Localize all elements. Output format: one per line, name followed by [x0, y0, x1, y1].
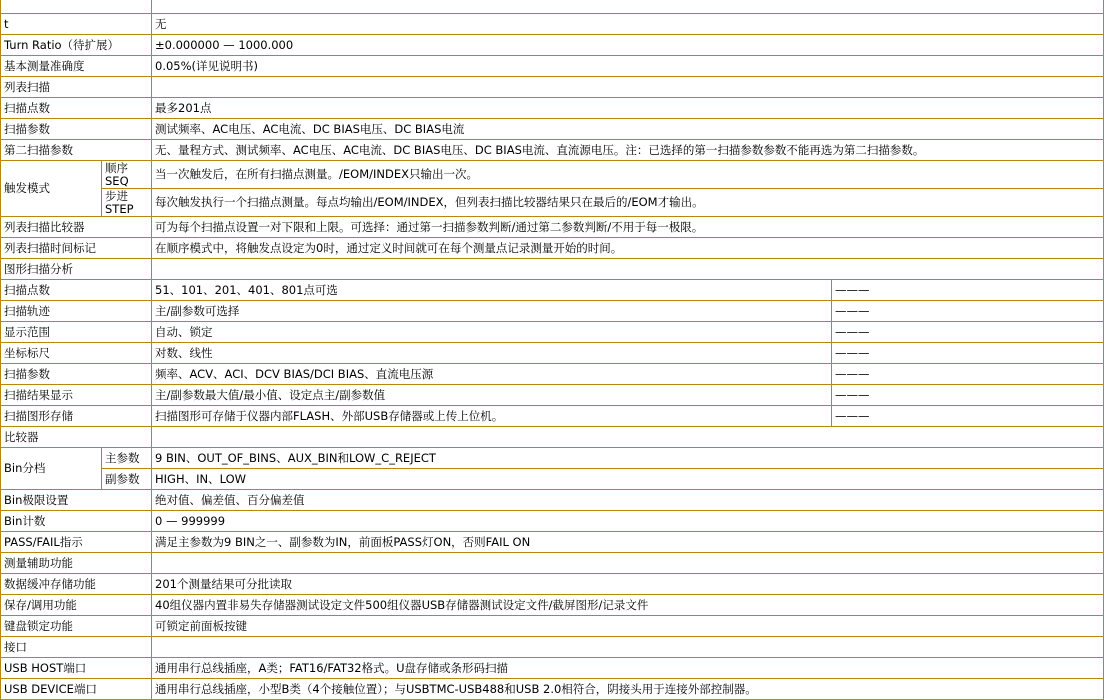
table-row [1, 119, 1104, 140]
row-value: 满足主参数为9 BIN之一、副参数为IN，前面板PASS灯ON，否则FAIL ON [152, 532, 1104, 553]
table-row [1, 140, 1104, 161]
row-value [152, 259, 1104, 280]
table-row [1, 490, 1104, 511]
row-label: 扫描结果显示 [1, 385, 152, 406]
row-extra: ——— [832, 280, 1104, 301]
table-row [1, 364, 1104, 385]
row-sublabel: 顺序 SEQ [102, 161, 152, 189]
table-row [1, 448, 1104, 469]
table-row [1, 343, 1104, 364]
table-row [1, 217, 1104, 238]
table-row [1, 385, 1104, 406]
row-value: 最多201点 [152, 98, 1104, 119]
row-value [152, 0, 1104, 14]
row-label: 键盘锁定功能 [1, 616, 152, 637]
row-extra: ——— [832, 406, 1104, 427]
row-value: 40组仪器内置非易失存储器测试设定文件500组仪器USB存储器测试设定文件/截屏图形/记录文件 [152, 595, 1104, 616]
row-label: 第二扫描参数 [1, 140, 152, 161]
section-header-row [1, 427, 1104, 448]
table-row [1, 658, 1104, 679]
row-value: 测试频率、AC电压、AC电流、DC BIAS电压、DC BIAS电流 [152, 119, 1104, 140]
row-extra: ——— [832, 301, 1104, 322]
row-label: 触发模式 [1, 161, 102, 217]
row-label: 扫描轨迹 [1, 301, 152, 322]
row-label: 坐标标尺 [1, 343, 152, 364]
row-value: 主/副参数可选择 [152, 301, 832, 322]
table-row [1, 469, 1104, 490]
row-sublabel: 主参数 [102, 448, 152, 469]
row-extra: ——— [832, 343, 1104, 364]
row-label: Turn Ratio（待扩展） [1, 35, 152, 56]
section-header-row [1, 553, 1104, 574]
section-header-row [1, 637, 1104, 658]
section-title: 测量辅助功能 [1, 553, 152, 574]
table-row [1, 161, 1104, 189]
row-label: PASS/FAIL指示 [1, 532, 152, 553]
row-value: 在顺序模式中，将触发点设定为0时，通过定义时间就可在每个测量点记录测量开始的时间。 [152, 238, 1104, 259]
row-sublabel: 步进 STEP [102, 189, 152, 217]
row-label: 扫描点数 [1, 98, 152, 119]
row-value: 通用串行总线插座，小型B类（4个接触位置）；与USBTMC-USB488和USB 2.0相符合，阴接头用于连接外部控制器。 [152, 679, 1104, 700]
row-label: 扫描参数 [1, 119, 152, 140]
row-value: 扫描图形可存储于仪器内部FLASH、外部USB存储器或上传上位机。 [152, 406, 832, 427]
table-row [1, 616, 1104, 637]
table-row [1, 280, 1104, 301]
table-row [1, 574, 1104, 595]
table-row [1, 322, 1104, 343]
row-extra: ——— [832, 364, 1104, 385]
row-value: 当一次触发后，在所有扫描点测量。/EOM/INDEX只输出一次。 [152, 161, 1104, 189]
row-value [152, 553, 1104, 574]
table-row [1, 301, 1104, 322]
row-value: 可为每个扫描点设置一对下限和上限。可选择：通过第一扫描参数判断/通过第二参数判断/不用于每一极限。 [152, 217, 1104, 238]
table-row [1, 14, 1104, 35]
row-label: Bin分档 [1, 448, 102, 490]
row-extra: ——— [832, 322, 1104, 343]
row-value: 每次触发执行一个扫描点测量。每点均输出/EOM/INDEX，但列表扫描比较器结果只在最后的/EOM才输出。 [152, 189, 1104, 217]
row-label: USB HOST端口 [1, 658, 152, 679]
row-label: 数据缓冲存储功能 [1, 574, 152, 595]
row-label: Bin极限设置 [1, 490, 152, 511]
row-value: 0.05%(详见说明书) [152, 56, 1104, 77]
row-value: 51、101、201、401、801点可选 [152, 280, 832, 301]
section-header-row [1, 259, 1104, 280]
table-row [1, 532, 1104, 553]
row-value: 对数、线性 [152, 343, 832, 364]
row-value: HIGH、IN、LOW [152, 469, 1104, 490]
table-row [1, 35, 1104, 56]
row-label: USB DEVICE端口 [1, 679, 152, 700]
section-title: 接口 [1, 637, 152, 658]
row-value: 0 — 999999 [152, 511, 1104, 532]
table-row [1, 56, 1104, 77]
table-row [1, 595, 1104, 616]
section-title: 列表扫描 [1, 77, 152, 98]
row-value: 无、量程方式、测试频率、AC电压、AC电流、DC BIAS电压、DC BIAS电流、直流源电压。注：已选择的第一扫描参数参数不能再选为第二扫描参数。 [152, 140, 1104, 161]
section-title: 比较器 [1, 427, 152, 448]
row-label: 扫描点数 [1, 280, 152, 301]
table-row [1, 189, 1104, 217]
table-row [1, 406, 1104, 427]
table-row [1, 0, 1104, 14]
row-value: 自动、锁定 [152, 322, 832, 343]
row-label: 列表扫描时间标记 [1, 238, 152, 259]
row-value: 可锁定前面板按键 [152, 616, 1104, 637]
row-value: 无 [152, 14, 1104, 35]
row-label: 扫描图形存储 [1, 406, 152, 427]
row-value: 通用串行总线插座，A类；FAT16/FAT32格式。U盘存储或条形码扫描 [152, 658, 1104, 679]
row-sublabel: 副参数 [102, 469, 152, 490]
row-label: 显示范围 [1, 322, 152, 343]
row-label: 列表扫描比较器 [1, 217, 152, 238]
row-value [152, 637, 1104, 658]
row-value: 主/副参数最大值/最小值、设定点主/副参数值 [152, 385, 832, 406]
row-value: 频率、ACV、ACI、DCV BIAS/DCI BIAS、直流电压源 [152, 364, 832, 385]
section-header-row [1, 77, 1104, 98]
row-value: ±0.000000 — 1000.000 [152, 35, 1104, 56]
row-label: Bin计数 [1, 511, 152, 532]
row-label: 扫描参数 [1, 364, 152, 385]
row-value [152, 77, 1104, 98]
row-value: 绝对值、偏差值、百分偏差值 [152, 490, 1104, 511]
section-title: 图形扫描分析 [1, 259, 152, 280]
row-extra: ——— [832, 385, 1104, 406]
row-label: 保存/调用功能 [1, 595, 152, 616]
row-label: 基本测量准确度 [1, 56, 152, 77]
row-value [152, 427, 1104, 448]
table-row [1, 679, 1104, 700]
row-value: 9 BIN、OUT_OF_BINS、AUX_BIN和LOW_C_REJECT [152, 448, 1104, 469]
table-row [1, 98, 1104, 119]
table-row [1, 511, 1104, 532]
row-value: 201个测量结果可分批读取 [152, 574, 1104, 595]
table-row [1, 238, 1104, 259]
row-label: t [1, 14, 152, 35]
row-label [1, 0, 152, 14]
